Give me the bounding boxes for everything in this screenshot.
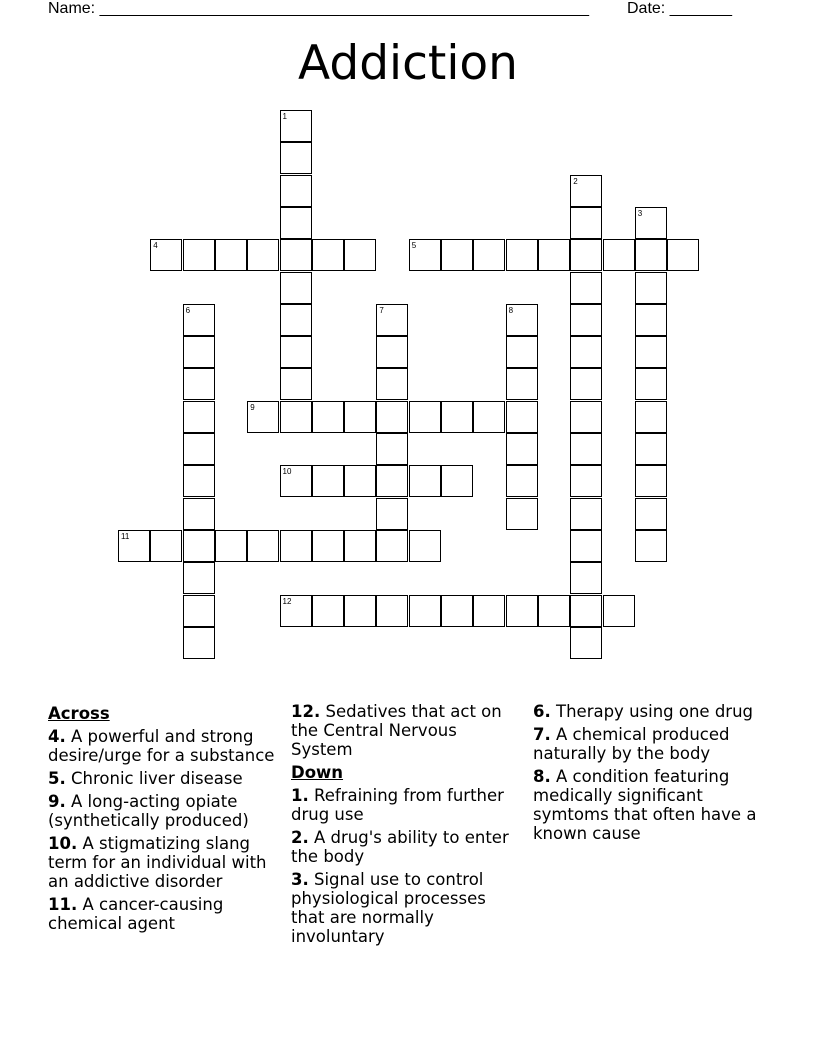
clue-text: A drug's ability to enter the body (291, 828, 509, 866)
grid-cell[interactable] (570, 207, 602, 239)
clue-down-8 (533, 767, 769, 843)
grid-cell[interactable] (409, 530, 441, 562)
clue-across-12 (291, 702, 523, 759)
clue-number: 2. (291, 828, 309, 847)
grid-cell[interactable] (506, 401, 538, 433)
grid-cell[interactable] (441, 401, 473, 433)
clue-text: Refraining from further drug use (291, 786, 504, 824)
grid-cell[interactable] (570, 498, 602, 530)
grid-cell[interactable] (570, 304, 602, 336)
grid-cell[interactable] (376, 304, 408, 336)
grid-cell[interactable] (376, 465, 408, 497)
clue-text: A long-acting opiate (synthetically produced) (48, 792, 249, 830)
grid-cell[interactable] (183, 562, 215, 594)
grid-cell[interactable] (635, 498, 667, 530)
grid-cell[interactable] (570, 272, 602, 304)
grid-cell[interactable] (247, 401, 279, 433)
grid-cell[interactable] (570, 433, 602, 465)
grid-cell[interactable] (635, 433, 667, 465)
cell-number: 1 (282, 112, 287, 121)
clue-text: Sedatives that act on the Central Nervous System (291, 702, 502, 759)
grid-cell[interactable] (280, 530, 312, 562)
name-field-label[interactable]: Name: _______________________________________________________ (48, 0, 589, 17)
clue-number: 9. (48, 792, 66, 811)
grid-cell[interactable] (183, 368, 215, 400)
clue-number: 1. (291, 786, 309, 805)
grid-cell[interactable] (183, 239, 215, 271)
clue-down-2 (291, 828, 523, 866)
clue-down-3 (291, 870, 523, 946)
grid-cell[interactable] (570, 336, 602, 368)
grid-cell[interactable] (506, 336, 538, 368)
grid-cell[interactable] (376, 498, 408, 530)
clue-number: 5. (48, 769, 66, 788)
clue-number: 7. (533, 725, 551, 744)
grid-cell[interactable] (635, 465, 667, 497)
grid-cell[interactable] (635, 304, 667, 336)
grid-cell[interactable] (280, 465, 312, 497)
grid-cell[interactable] (570, 239, 602, 271)
grid-cell[interactable] (183, 498, 215, 530)
clue-down-7 (533, 725, 769, 763)
grid-cell[interactable] (118, 530, 150, 562)
cell-number: 2 (573, 176, 578, 186)
grid-cell[interactable] (667, 239, 699, 271)
grid-cell[interactable] (473, 401, 505, 433)
grid-cell[interactable] (635, 530, 667, 562)
grid-cell[interactable] (183, 433, 215, 465)
grid-cell[interactable] (280, 207, 312, 239)
date-field-label[interactable]: Date: _______ (627, 0, 732, 17)
cell-number: 8 (508, 305, 514, 315)
clue-down-6 (533, 702, 769, 721)
grid-cell[interactable] (280, 142, 312, 174)
grid-cell[interactable] (280, 110, 312, 142)
cell-number: 6 (185, 305, 191, 315)
grid-cell[interactable] (409, 239, 441, 271)
grid-cell[interactable] (280, 368, 312, 400)
clue-text: Signal use to control physiological processes that are normally involuntary (291, 870, 486, 946)
grid-cell[interactable] (312, 401, 344, 433)
grid-cell[interactable] (635, 368, 667, 400)
grid-cell[interactable] (506, 368, 538, 400)
grid-cell[interactable] (506, 239, 538, 271)
grid-cell[interactable] (506, 595, 538, 627)
cell-number: 3 (637, 208, 643, 218)
clue-number: 8. (533, 767, 551, 786)
grid-cell[interactable] (570, 401, 602, 433)
cell-number: 7 (379, 305, 384, 315)
grid-cell[interactable] (312, 239, 344, 271)
grid-cell[interactable] (635, 336, 667, 368)
grid-cell[interactable] (570, 627, 602, 659)
grid-cell[interactable] (215, 239, 247, 271)
grid-cell[interactable] (280, 336, 312, 368)
grid-cell[interactable] (183, 401, 215, 433)
clue-down-1 (291, 786, 523, 824)
grid-cell[interactable] (183, 336, 215, 368)
grid-cell[interactable] (344, 530, 376, 562)
clue-number: 12. (291, 702, 321, 721)
grid-cell[interactable] (344, 239, 376, 271)
grid-cell[interactable] (312, 530, 344, 562)
clue-column-3 (533, 702, 769, 847)
grid-cell[interactable] (635, 272, 667, 304)
grid-cell[interactable] (376, 595, 408, 627)
grid-cell[interactable] (409, 401, 441, 433)
grid-cell[interactable] (376, 336, 408, 368)
across-heading: Across (48, 704, 110, 723)
grid-cell[interactable] (570, 530, 602, 562)
down-heading: Down (291, 763, 344, 782)
grid-cell[interactable] (376, 368, 408, 400)
grid-cell[interactable] (635, 239, 667, 271)
cell-number: 4 (153, 241, 158, 251)
clue-across-10 (48, 834, 284, 891)
page-title: Addiction (298, 36, 518, 91)
grid-cell[interactable] (280, 595, 312, 627)
grid-cell[interactable] (344, 465, 376, 497)
grid-cell[interactable] (150, 239, 182, 271)
clue-across-11 (48, 895, 284, 933)
clue-across-9 (48, 792, 284, 830)
grid-cell[interactable] (635, 401, 667, 433)
grid-cell[interactable] (473, 595, 505, 627)
grid-cell[interactable] (280, 304, 312, 336)
grid-cell[interactable] (570, 595, 602, 627)
grid-cell[interactable] (603, 595, 635, 627)
grid-cell[interactable] (538, 239, 570, 271)
clue-across-4 (48, 727, 284, 765)
grid-cell[interactable] (183, 465, 215, 497)
grid-cell[interactable] (538, 595, 570, 627)
cell-number: 10 (282, 467, 292, 477)
grid-cell[interactable] (280, 401, 312, 433)
clue-column-2 (291, 702, 523, 950)
grid-cell[interactable] (183, 595, 215, 627)
grid-cell[interactable] (506, 433, 538, 465)
grid-cell[interactable] (473, 239, 505, 271)
cell-number: 11 (121, 531, 130, 541)
clue-number: 11. (48, 895, 78, 914)
grid-cell[interactable] (150, 530, 182, 562)
grid-cell[interactable] (441, 465, 473, 497)
cell-number: 5 (411, 241, 417, 251)
cell-number: 12 (282, 596, 292, 606)
cell-number: 9 (250, 402, 255, 412)
grid-cell[interactable] (441, 595, 473, 627)
grid-cell[interactable] (570, 368, 602, 400)
clue-text: Chronic liver disease (71, 769, 243, 788)
clue-number: 6. (533, 702, 551, 721)
grid-cell[interactable] (409, 465, 441, 497)
clue-column-1 (48, 702, 284, 937)
grid-cell[interactable] (603, 239, 635, 271)
grid-cell[interactable] (409, 595, 441, 627)
grid-cell[interactable] (183, 530, 215, 562)
grid-cell[interactable] (215, 530, 247, 562)
clue-text: A stigmatizing slang term for an individual with an addictive disorder (48, 834, 267, 891)
grid-cell[interactable] (570, 562, 602, 594)
grid-cell[interactable] (635, 207, 667, 239)
grid-cell[interactable] (376, 401, 408, 433)
grid-cell[interactable] (344, 595, 376, 627)
grid-cell[interactable] (376, 530, 408, 562)
grid-cell[interactable] (183, 627, 215, 659)
clue-text: A powerful and strong desire/urge for a substance (48, 727, 275, 765)
clue-across-5 (48, 769, 284, 788)
clue-text: Therapy using one drug (556, 702, 754, 721)
clue-number: 3. (291, 870, 309, 889)
grid-cell[interactable] (570, 465, 602, 497)
clue-text: A cancer-causing chemical agent (48, 895, 224, 933)
grid-cell[interactable] (506, 304, 538, 336)
clue-text: A chemical produced naturally by the body (533, 725, 730, 763)
grid-cell[interactable] (506, 465, 538, 497)
grid-cell[interactable] (280, 239, 312, 271)
grid-cell[interactable] (280, 175, 312, 207)
grid-cell[interactable] (570, 175, 602, 207)
clue-number: 4. (48, 727, 66, 746)
grid-cell[interactable] (183, 304, 215, 336)
grid-cell[interactable] (344, 401, 376, 433)
clue-number: 10. (48, 834, 78, 853)
grid-cell[interactable] (247, 239, 279, 271)
grid-cell[interactable] (312, 595, 344, 627)
grid-cell[interactable] (247, 530, 279, 562)
clue-text: A condition featuring medically significant symtoms that often have a known cause (533, 767, 757, 843)
grid-cell[interactable] (506, 498, 538, 530)
grid-cell[interactable] (312, 465, 344, 497)
grid-cell[interactable] (280, 272, 312, 304)
grid-cell[interactable] (441, 239, 473, 271)
grid-cell[interactable] (376, 433, 408, 465)
